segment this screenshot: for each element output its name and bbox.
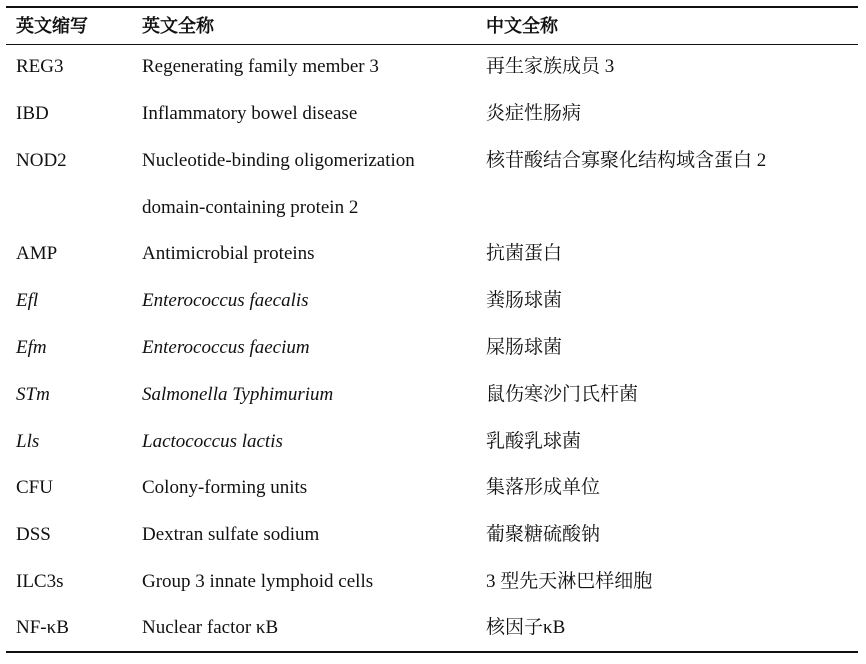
english-cell-continuation: domain-containing protein 2 <box>142 197 359 218</box>
table-row <box>6 138 858 184</box>
table-row-continuation <box>6 185 858 231</box>
abbr-cell: AMP <box>16 243 58 264</box>
english-cell: Group 3 innate lymphoid cells <box>142 571 374 592</box>
chinese-cell: 鼠伤寒沙门氏杆菌 <box>486 384 639 405</box>
abbr-cell: NOD2 <box>16 150 67 171</box>
abbr-cell: DSS <box>16 524 51 545</box>
chinese-cell: 集落形成单位 <box>486 477 601 498</box>
abbr-cell: ILC3s <box>16 571 64 592</box>
table-row <box>6 44 858 90</box>
abbr-cell: NF-κB <box>16 617 69 638</box>
header-abbr: 英文缩写 <box>16 16 88 37</box>
abbr-cell: IBD <box>16 103 49 124</box>
table-row <box>6 325 858 371</box>
english-cell: Salmonella Typhimurium <box>142 384 334 405</box>
chinese-cell: 屎肠球菌 <box>486 337 563 358</box>
chinese-cell: 葡聚糖硫酸钠 <box>486 524 601 545</box>
english-cell: Nucleotide-binding oligomerization <box>142 150 415 171</box>
abbr-cell: Efm <box>16 337 47 358</box>
header-english-full: 英文全称 <box>142 16 214 37</box>
abbr-cell: REG3 <box>16 56 64 77</box>
abbr-cell: Lls <box>16 431 40 452</box>
table-row <box>6 512 858 558</box>
table-header-row <box>6 8 858 44</box>
chinese-cell: 核苷酸结合寡聚化结构域含蛋白 2 <box>486 150 767 171</box>
chinese-cell: 乳酸乳球菌 <box>486 431 582 452</box>
english-cell: Colony-forming units <box>142 477 308 498</box>
english-cell: Regenerating family member 3 <box>142 56 379 77</box>
table-row <box>6 278 858 324</box>
table-row <box>6 231 858 277</box>
table-row <box>6 91 858 137</box>
chinese-cell: 抗菌蛋白 <box>486 243 563 264</box>
abbr-cell: CFU <box>16 477 53 498</box>
chinese-cell: 粪肠球菌 <box>486 290 563 311</box>
english-cell: Enterococcus faecium <box>142 337 310 358</box>
english-cell: Nuclear factor κB <box>142 617 279 638</box>
table-row <box>6 465 858 511</box>
table-bottom-rule <box>6 651 858 653</box>
english-cell: Inflammatory bowel disease <box>142 103 358 124</box>
english-cell: Antimicrobial proteins <box>142 243 315 264</box>
english-cell: Enterococcus faecalis <box>142 290 309 311</box>
table-row <box>6 372 858 418</box>
table-row <box>6 605 858 651</box>
english-cell: Lactococcus lactis <box>142 431 283 452</box>
table-row <box>6 559 858 605</box>
header-chinese-full: 中文全称 <box>486 16 558 37</box>
chinese-cell: 核因子κB <box>486 617 566 638</box>
abbr-cell: STm <box>16 384 50 405</box>
chinese-cell: 再生家族成员 3 <box>486 56 615 77</box>
english-cell: Dextran sulfate sodium <box>142 524 320 545</box>
chinese-cell: 炎症性肠病 <box>486 103 582 124</box>
abbr-cell: Efl <box>16 290 39 311</box>
table-row <box>6 419 858 465</box>
chinese-cell: 3 型先天淋巴样细胞 <box>486 571 653 592</box>
